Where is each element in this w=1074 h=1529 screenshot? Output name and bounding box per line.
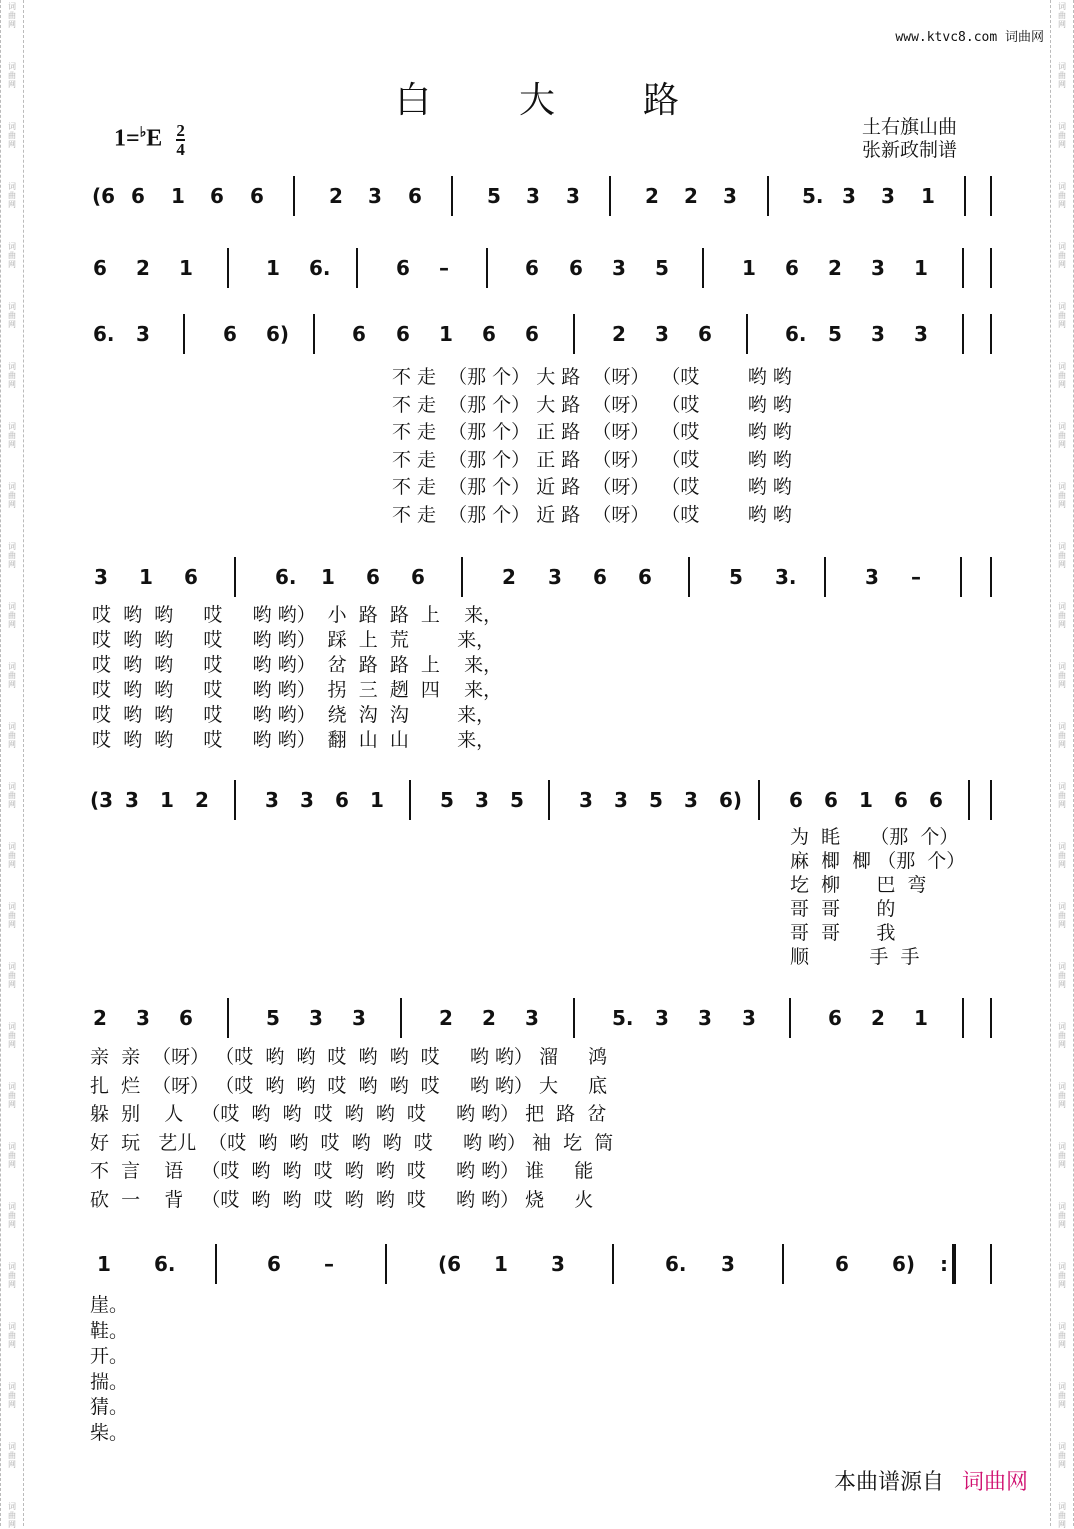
barline (962, 248, 964, 288)
watermark-text: 词 曲 网 (8, 62, 16, 89)
barline (400, 998, 402, 1038)
note: 6 (525, 256, 539, 280)
note: 6 (210, 184, 224, 208)
note: 3 (742, 1006, 756, 1030)
lyric-line: 砍 一 背 （哎 哟 哟 哎 哟 哟 哎 哟 哟） 烧 火 (90, 1188, 594, 1211)
note: 6 (525, 322, 539, 346)
note: 3 (525, 1006, 539, 1030)
source-footer: 本曲谱源自 词曲网 (833, 1470, 1028, 1495)
watermark-text: 词 曲 网 (1058, 782, 1066, 809)
lyric-line: 哎 哟 哟 哎 哟 哟） 绕 沟 沟 来， (92, 704, 496, 726)
note: 1 (742, 256, 756, 280)
barline (990, 998, 992, 1038)
lyric-line: 圪 柳 巴 弯 (790, 874, 927, 896)
notation-row (80, 314, 988, 354)
note: 5 (655, 256, 669, 280)
lyric-line: 为 眊 （那 个） (790, 826, 959, 848)
lyric-line: 不 走 （那 个） 正 路 （呀） （哎 哟 哟 (392, 421, 792, 443)
barline (293, 176, 295, 216)
lyric-line: 不 走 （那 个） 正 路 （呀） （哎 哟 哟 (392, 448, 792, 471)
note: 3 (914, 322, 928, 346)
note: 5 (440, 788, 454, 812)
note: 5 (649, 788, 663, 812)
barline (612, 1244, 614, 1284)
note: 3 (352, 1006, 366, 1030)
watermark-text: 词 曲 网 (1058, 1082, 1066, 1109)
note: 6) (719, 788, 743, 812)
watermark-text: 词 曲 网 (8, 962, 16, 989)
notation-row (80, 1244, 988, 1284)
watermark-text: 词 曲 网 (1058, 962, 1066, 989)
barline (573, 998, 575, 1038)
note: 6 (894, 788, 908, 812)
barline (990, 248, 992, 288)
barline (990, 780, 992, 820)
note: 2 (482, 1006, 496, 1030)
barline (451, 176, 453, 216)
barline (767, 176, 769, 216)
note: 6 (352, 322, 366, 346)
watermark-text: 词 曲 网 (8, 1202, 16, 1229)
note: 3 (655, 1006, 669, 1030)
note: 1 (321, 565, 335, 589)
notation-row (80, 780, 988, 820)
note: 3 (551, 1252, 565, 1276)
note: 1 (139, 565, 153, 589)
note: 6 (789, 788, 803, 812)
barline (962, 998, 964, 1038)
watermark-text: 词 曲 网 (1058, 662, 1066, 689)
note: 6 (179, 1006, 193, 1030)
note: 1 (171, 184, 185, 208)
note: 3 (309, 1006, 323, 1030)
watermark-text: 词 曲 网 (1058, 902, 1066, 929)
watermark-text: 词 曲 网 (1058, 1022, 1066, 1049)
note: 6. (309, 256, 331, 280)
song-title: 白大路 (394, 80, 767, 121)
notation-row (80, 557, 988, 597)
note: 3 (579, 788, 593, 812)
note: 6 (396, 256, 410, 280)
watermark-text: 词 曲 网 (1058, 1262, 1066, 1289)
note: 6 (482, 322, 496, 346)
note: 1 (160, 788, 174, 812)
note: 3 (842, 184, 856, 208)
lyric-line: 哎 哟 哟 哎 哟 哟） 小 路 路 上 来， (92, 604, 503, 626)
note: 6 (411, 565, 425, 589)
lyric-line: 哥 哥 我 (790, 922, 896, 944)
note: 3 (548, 565, 562, 589)
watermark-text: 词 曲 网 (1058, 1502, 1066, 1529)
note: 3 (614, 788, 628, 812)
barline (824, 557, 826, 597)
watermark-text: 词 曲 网 (8, 782, 16, 809)
note: 6 (223, 322, 237, 346)
lyric-line: 麻 楖 楖 （那 个） (790, 850, 966, 872)
note: 2 (684, 184, 698, 208)
note: 3 (723, 184, 737, 208)
watermark-text: 词 曲 网 (8, 182, 16, 209)
barline (952, 1244, 956, 1284)
barline (227, 248, 229, 288)
note: 2 (93, 1006, 107, 1030)
barline (234, 557, 236, 597)
notation-row (80, 248, 988, 288)
lyric-line: 猜。 (90, 1396, 129, 1418)
barline (234, 780, 236, 820)
watermark-text: 词 曲 网 (1058, 362, 1066, 389)
lyric-line: 不 走 （那 个） 近 路 （呀） （哎 哟 哟 (392, 503, 792, 526)
barline (486, 248, 488, 288)
barline (962, 314, 964, 354)
notation-row (80, 998, 988, 1038)
watermark-text: 词 曲 网 (8, 362, 16, 389)
barline (573, 314, 575, 354)
note: 6 (569, 256, 583, 280)
barline (215, 1244, 217, 1284)
watermark-text: 词 曲 网 (1058, 422, 1066, 449)
watermark-text: 词 曲 网 (8, 1502, 16, 1529)
note: 3 (136, 322, 150, 346)
credit-composer: 土右旗山曲 (862, 116, 958, 138)
barline (789, 998, 791, 1038)
watermark-text: 词 曲 网 (8, 242, 16, 269)
watermark-text: 词 曲 网 (1058, 2, 1066, 29)
note: 6) (892, 1252, 916, 1276)
note: 5. (612, 1006, 634, 1030)
barline (313, 314, 315, 354)
note: 1 (494, 1252, 508, 1276)
note: 1 (921, 184, 935, 208)
notation-row (80, 176, 988, 216)
barline (758, 780, 760, 820)
lyric-line: 柴。 (90, 1421, 129, 1444)
watermark-text: 词 曲 网 (1058, 62, 1066, 89)
note: 3 (125, 788, 139, 812)
watermark-text: 词 曲 网 (1058, 602, 1066, 629)
barline (990, 176, 992, 216)
watermark-text: 词 曲 网 (8, 842, 16, 869)
barline (746, 314, 748, 354)
lyric-line: 哎 哟 哟 哎 哟 哟） 翻 山 山 来， (92, 729, 496, 751)
note: 1 (914, 1006, 928, 1030)
lyric-line: 亲 亲 （呀） （哎 哟 哟 哎 哟 哟 哎 哟 哟） 溜 鸿 (90, 1046, 608, 1068)
watermark-text: 词 曲 网 (8, 1262, 16, 1289)
note: 3 (871, 256, 885, 280)
note: 6 (396, 322, 410, 346)
note: 6. (93, 322, 115, 346)
watermark-text: 词 曲 网 (8, 722, 16, 749)
credit-transcriber: 张新政制谱 (862, 139, 958, 161)
watermark-text: 词 曲 网 (1058, 1202, 1066, 1229)
note: 5 (510, 788, 524, 812)
note: 2 (871, 1006, 885, 1030)
barline (968, 780, 970, 820)
note: 6 (828, 1006, 842, 1030)
note: 3 (612, 256, 626, 280)
lyric-line: 哎 哟 哟 哎 哟 哟） 岔 路 路 上 来， (92, 654, 503, 676)
site-url[interactable]: www.ktvc8.com 词曲网 (895, 30, 1044, 45)
note: – (439, 256, 449, 280)
watermark-text: 词 曲 网 (8, 1022, 16, 1049)
note: 5. (802, 184, 824, 208)
note: 2 (612, 322, 626, 346)
note: 6 (131, 184, 145, 208)
note: 6. (154, 1252, 176, 1276)
note: 6. (665, 1252, 687, 1276)
note: 2 (195, 788, 209, 812)
note: 3 (684, 788, 698, 812)
note: 3 (881, 184, 895, 208)
note: 3 (94, 565, 108, 589)
key-signature: 1=♭E $\frac{2}{4}$ (114, 121, 185, 159)
note: 6 (93, 256, 107, 280)
watermark-text: 词 曲 网 (1058, 122, 1066, 149)
watermark-text: 词 曲 网 (1058, 182, 1066, 209)
watermark-text: 词 曲 网 (1058, 482, 1066, 509)
note: – (324, 1252, 334, 1276)
watermark-text: 词 曲 网 (1058, 242, 1066, 269)
note: 3 (698, 1006, 712, 1030)
note: 6) (266, 322, 290, 346)
barline (990, 1244, 992, 1284)
note: 6 (638, 565, 652, 589)
watermark-text: 词 曲 网 (8, 1082, 16, 1109)
watermark-text: 词 曲 网 (8, 2, 16, 29)
note: (6 (438, 1252, 462, 1276)
note: 6. (275, 565, 297, 589)
watermark-text: 词 曲 网 (8, 122, 16, 149)
note: 2 (645, 184, 659, 208)
lyric-line: 揣。 (90, 1370, 129, 1393)
note: 6 (366, 565, 380, 589)
watermark-text: 词 曲 网 (8, 542, 16, 569)
note: 1 (179, 256, 193, 280)
note: 6 (698, 322, 712, 346)
repeat-sign: : (940, 1252, 948, 1276)
watermark-text: 词 曲 网 (8, 422, 16, 449)
watermark-text: 词 曲 网 (8, 1322, 16, 1349)
time-signature: $\frac{2}{4}$ (176, 121, 185, 159)
watermark-text: 词 曲 网 (8, 1442, 16, 1469)
lyric-line: 扎 烂 （呀） （哎 哟 哟 哎 哟 哟 哎 哟 哟） 大 底 (90, 1074, 608, 1097)
watermark-text: 词 曲 网 (1058, 1382, 1066, 1409)
lyric-line: 鞋。 (90, 1319, 129, 1342)
barline (964, 176, 966, 216)
barline (782, 1244, 784, 1284)
note: 2 (329, 184, 343, 208)
note: 1 (266, 256, 280, 280)
right-watermark-strip (1050, 0, 1074, 1529)
barline (609, 176, 611, 216)
lyric-line: 哎 哟 哟 哎 哟 哟） 踩 上 荒 来， (92, 629, 496, 651)
note: 6 (267, 1252, 281, 1276)
lyric-line: 躲 别 人 （哎 哟 哟 哎 哟 哟 哎 哟 哟） 把 路 岔 (90, 1103, 607, 1125)
note: 6 (184, 565, 198, 589)
note: 3 (871, 322, 885, 346)
watermark-text: 词 曲 网 (8, 902, 16, 929)
note: 1 (370, 788, 384, 812)
note: 3 (475, 788, 489, 812)
note: 3 (566, 184, 580, 208)
note: 3 (526, 184, 540, 208)
note: 2 (136, 256, 150, 280)
note: 6 (835, 1252, 849, 1276)
watermark-text: 词 曲 网 (8, 1382, 16, 1409)
watermark-text: 词 曲 网 (1058, 1322, 1066, 1349)
note: 3 (655, 322, 669, 346)
lyric-line: 好 玩 艺儿 （哎 哟 哟 哎 哟 哟 哎 哟 哟） 袖 圪 筒 (90, 1131, 614, 1154)
left-watermark-strip (0, 0, 24, 1529)
note: 1 (439, 322, 453, 346)
note: 3. (775, 565, 797, 589)
watermark-text: 词 曲 网 (8, 602, 16, 629)
note: (6 (92, 184, 116, 208)
note: 2 (439, 1006, 453, 1030)
note: 3 (721, 1252, 735, 1276)
barline (548, 780, 550, 820)
barline (385, 1244, 387, 1284)
note: 6. (785, 322, 807, 346)
note: – (911, 565, 921, 589)
watermark-text: 词 曲 网 (1058, 542, 1066, 569)
lyric-line: 哥 哥 的 (790, 898, 896, 920)
watermark-text: 词 曲 网 (8, 1142, 16, 1169)
note: 6 (593, 565, 607, 589)
barline (702, 248, 704, 288)
lyric-line: 崖。 (90, 1294, 129, 1316)
note: 6 (250, 184, 264, 208)
note: 1 (859, 788, 873, 812)
note: (3 (90, 788, 114, 812)
note: 2 (828, 256, 842, 280)
lyric-line: 不 言 语 （哎 哟 哟 哎 哟 哟 哎 哟 哟） 谁 能 (90, 1160, 594, 1182)
note: 5 (266, 1006, 280, 1030)
note: 2 (502, 565, 516, 589)
note: 6 (335, 788, 349, 812)
footer-brand[interactable]: 词曲网 (961, 1470, 1028, 1495)
note: 6 (929, 788, 943, 812)
note: 3 (300, 788, 314, 812)
barline (990, 557, 992, 597)
note: 6 (785, 256, 799, 280)
note: 3 (865, 565, 879, 589)
note: 6 (824, 788, 838, 812)
note: 3 (368, 184, 382, 208)
barline (990, 314, 992, 354)
note: 5 (729, 565, 743, 589)
lyric-line: 开。 (90, 1345, 129, 1367)
barline (409, 780, 411, 820)
lyric-line: 不 走 （那 个） 大 路 （呀） （哎 哟 哟 (392, 366, 792, 388)
barline (227, 998, 229, 1038)
watermark-text: 词 曲 网 (1058, 842, 1066, 869)
watermark-text: 词 曲 网 (1058, 722, 1066, 749)
barline (183, 314, 185, 354)
watermark-text: 词 曲 网 (8, 482, 16, 509)
note: 5 (828, 322, 842, 346)
note: 1 (97, 1252, 111, 1276)
note: 5 (487, 184, 501, 208)
barline (960, 557, 962, 597)
lyric-line: 不 走 （那 个） 大 路 （呀） （哎 哟 哟 (392, 393, 792, 416)
note: 1 (914, 256, 928, 280)
barline (356, 248, 358, 288)
note: 3 (265, 788, 279, 812)
lyric-line: 顺 手 手 (790, 946, 920, 968)
watermark-text: 词 曲 网 (8, 662, 16, 689)
lyric-line: 哎 哟 哟 哎 哟 哟） 拐 三 趔 四 来， (92, 679, 503, 701)
watermark-text: 词 曲 网 (8, 302, 16, 329)
watermark-text: 词 曲 网 (1058, 1142, 1066, 1169)
note: 6 (408, 184, 422, 208)
barline (688, 557, 690, 597)
lyric-line: 不 走 （那 个） 近 路 （呀） （哎 哟 哟 (392, 476, 792, 498)
credits (862, 116, 957, 162)
barline (461, 557, 463, 597)
watermark-text: 词 曲 网 (1058, 1442, 1066, 1469)
watermark-text: 词 曲 网 (1058, 302, 1066, 329)
note: 3 (136, 1006, 150, 1030)
